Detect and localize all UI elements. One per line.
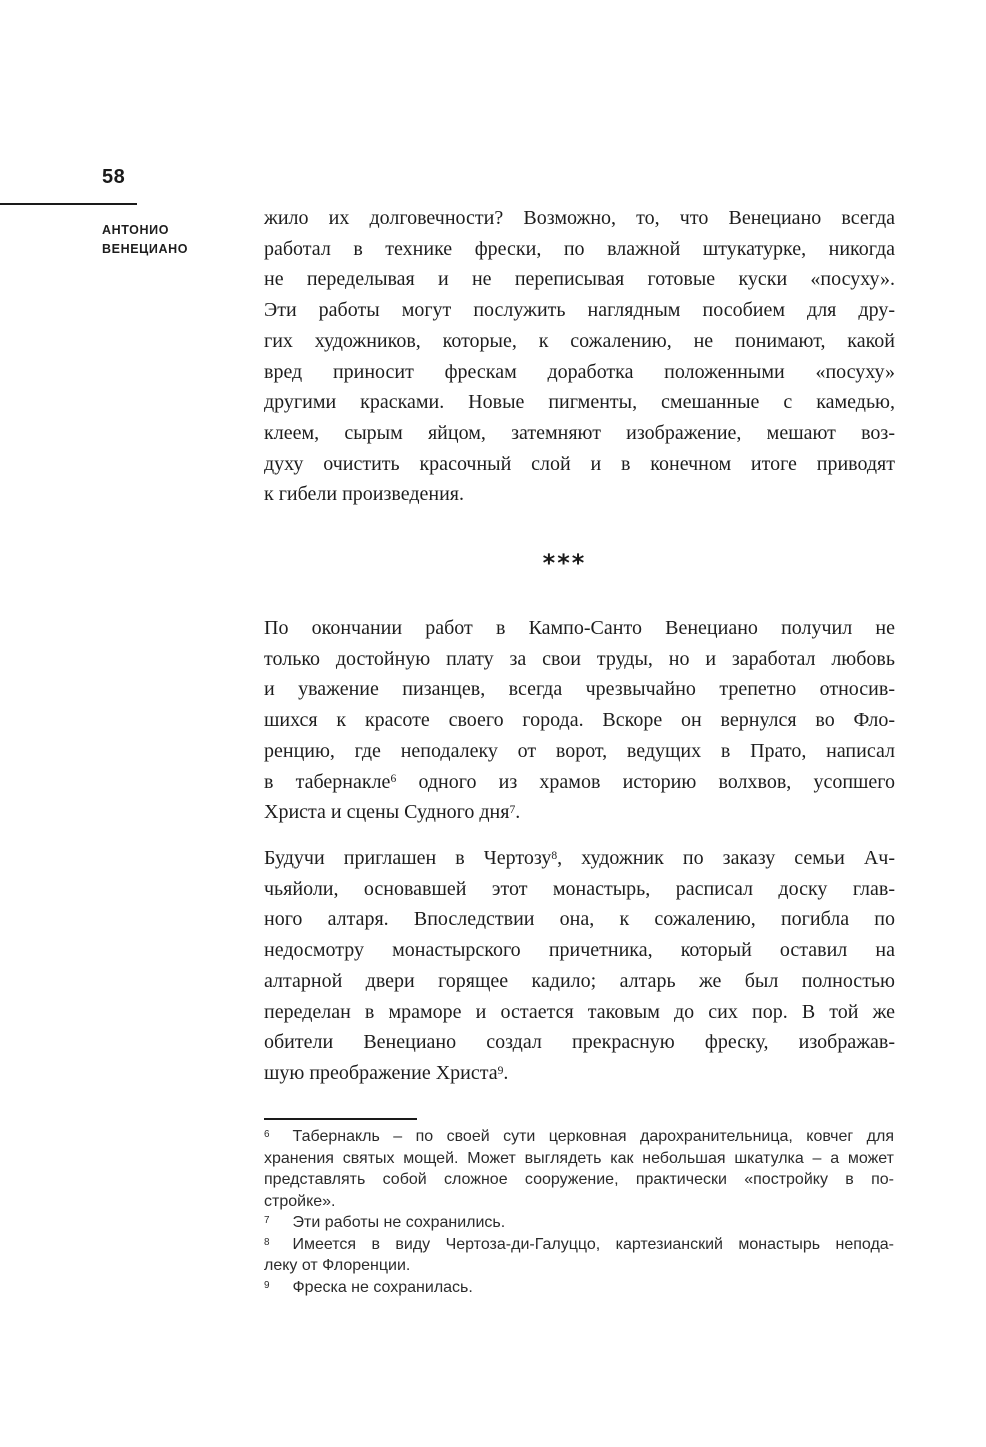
footnote-6 [264, 1126, 894, 1212]
footnote-rule [264, 1118, 417, 1120]
paragraph-3 [264, 843, 895, 1089]
section-separator: *** [542, 549, 587, 577]
text-segment: Имеется в виду Чертоза-ди-Галуццо, картезианский монастырь непода- [292, 1235, 894, 1253]
text-line: другими красками. Новые пигменты, смешанные с камедью, [264, 391, 895, 414]
footnote-line: хранения святых мощей. Может выглядеть как небольшая шкатулка – а может [264, 1149, 894, 1167]
footnote-ref-6: 6 [390, 772, 397, 786]
text-line: недосмотру монастырского причетника, который оставил на [264, 939, 895, 962]
footnote-line [264, 1126, 894, 1148]
text-segment: Будучи приглашен в Чертозу [264, 847, 552, 869]
text-line: обители Венециано создал прекрасную фреску, изображав- [264, 1031, 895, 1054]
paragraph-1 [264, 203, 895, 510]
text-segment: Табернакль – по своей сути церковная дарохранительница, ковчег для [292, 1128, 894, 1145]
text-segment: . [515, 801, 521, 824]
text-line: алтарной двери горящее кадило; алтарь же был полностью [264, 969, 895, 992]
footnote-line: стройке». [264, 1192, 336, 1210]
text-segment: Христа и сцены Судного дня [264, 801, 510, 824]
footnote-ref-9: 9 [497, 1063, 504, 1077]
page-number: 58 [102, 166, 126, 188]
footnote-marker-7: 7 [264, 1215, 270, 1227]
text-segment: в табернакле [264, 770, 391, 793]
text-line: не переделывая и не переписывая готовые куски «посуху». [264, 268, 895, 291]
text-line: клеем, сырым яйцом, затемняют изображение, мешают воз- [264, 421, 895, 444]
text-line: духу очистить красочный слой и в конечном итоге приводят [264, 452, 895, 475]
text-line: только достойную плату за свои труды, но и заработал любовь [264, 647, 895, 670]
footnote-line: представлять собой сложное сооружение, практически «постройку в по- [264, 1171, 894, 1188]
footnote-marker-6: 6 [264, 1129, 270, 1141]
text-line: чьяйоли, основавшей этот монастырь, расписал доску глав- [264, 877, 895, 900]
text-line: шихся к красоте своего города. Вскоре он вернулся во Фло- [264, 709, 895, 732]
text-line [264, 843, 895, 874]
text-line: переделан в мраморе и остается таковым до сих пор. В той же [264, 1000, 895, 1023]
text-line [264, 797, 895, 828]
text-segment: одного из храмов историю волхвов, усопшего [396, 770, 896, 793]
footnote-8 [264, 1234, 894, 1277]
chapter-margin-title [102, 221, 188, 259]
footnote-marker-8: 8 [264, 1236, 270, 1248]
text-line: вред приносит фрескам доработка положенными «посуху» [264, 360, 895, 383]
header-rule [0, 203, 137, 205]
footnote-ref-7: 7 [509, 803, 516, 816]
footnote-ref-8: 8 [551, 848, 558, 862]
footnote-9 [264, 1277, 894, 1299]
text-line [264, 1058, 895, 1089]
text-line: ренцию, где неподалеку от ворот, ведущих в Прато, написал [264, 739, 895, 762]
footnote-line: леку от Флоренции. [264, 1257, 411, 1274]
text-segment: Фреска не сохранилась. [292, 1278, 473, 1296]
text-line: жило их долговечности? Возможно, то, что Венециано всегда [264, 207, 895, 229]
footnote-marker-9: 9 [264, 1279, 270, 1291]
text-line: По окончании работ в Кампо-Санто Венециано получил не [264, 617, 895, 639]
text-segment: Эти работы не сохранились. [292, 1214, 506, 1231]
footnote-line [264, 1234, 894, 1256]
footnote-line [264, 1212, 894, 1234]
text-line: к гибели произведения. [264, 483, 464, 506]
text-line: гих художников, которые, к сожалению, не понимают, какой [264, 329, 895, 352]
text-line: работал в технике фрески, по влажной штукатурке, никогда [264, 237, 895, 260]
text-line: Эти работы могут послужить наглядным пособием для дру- [264, 299, 895, 322]
paragraph-2 [264, 613, 895, 828]
text-segment: . [503, 1061, 509, 1084]
footnote-line [264, 1277, 894, 1299]
margin-title-line-2: ВЕНЕЦИАНО [102, 242, 189, 256]
text-line: ного алтаря. Впоследствии она, к сожалению, погибла по [264, 908, 895, 931]
text-segment: , художник по заказу семьи Ач- [557, 847, 896, 869]
footnotes [264, 1126, 894, 1298]
text-line: и уважение пизанцев, всегда чрезвычайно трепетно относив- [264, 678, 895, 701]
text-segment: шую преображение Христа [264, 1061, 498, 1084]
text-line [264, 767, 895, 798]
footnote-7 [264, 1212, 894, 1234]
margin-title-line-1: АНТОНИО [102, 223, 170, 237]
